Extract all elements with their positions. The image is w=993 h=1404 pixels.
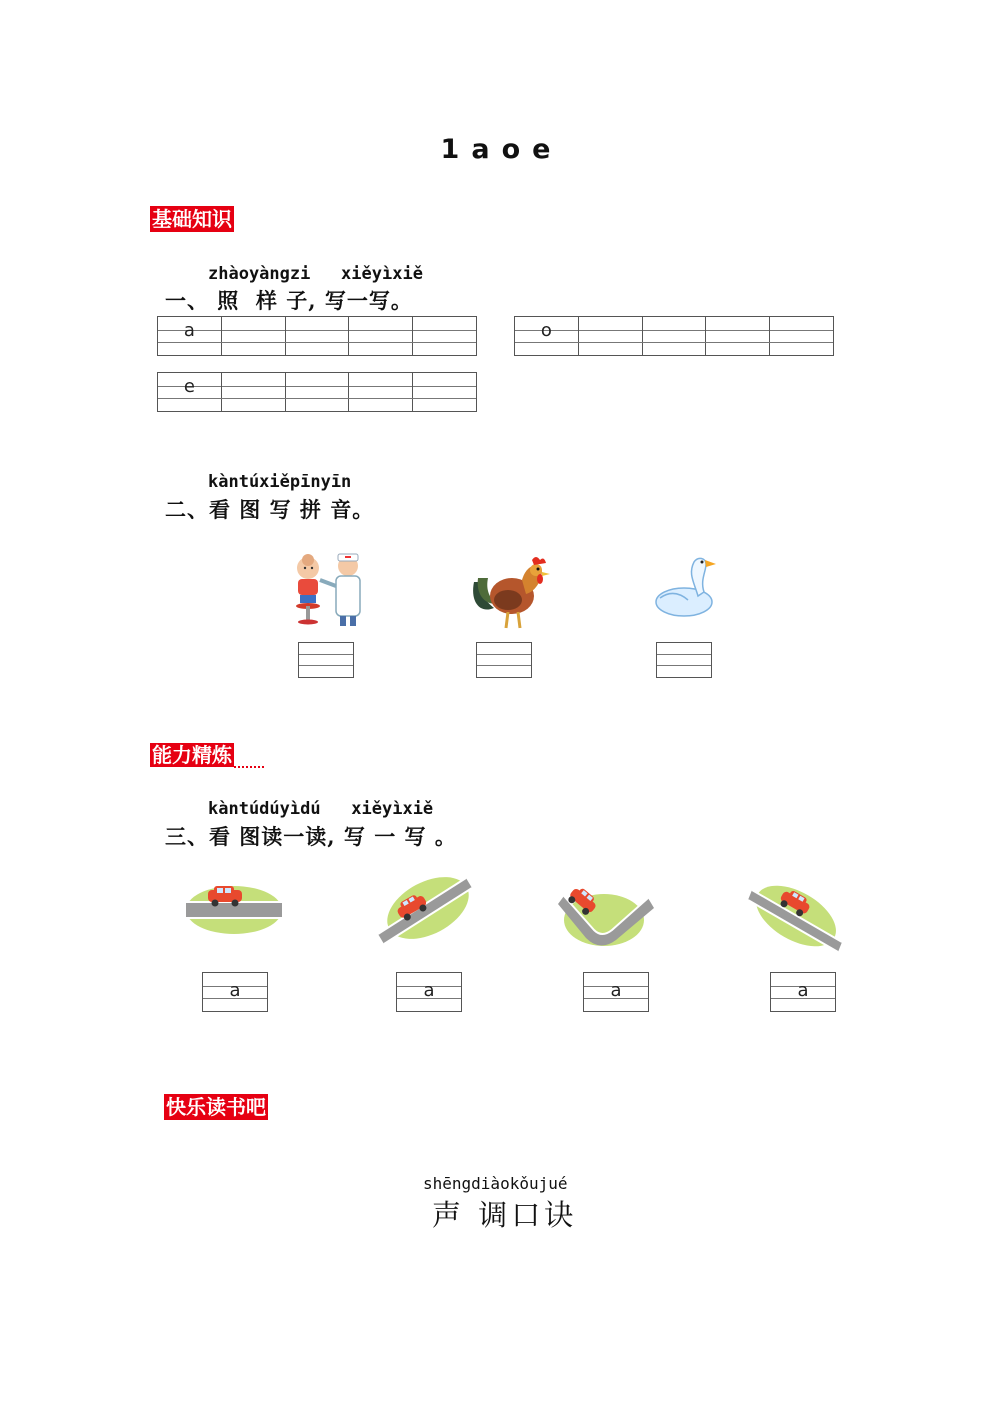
car-down-slope bbox=[748, 880, 844, 952]
writing-grid-a[interactable] bbox=[157, 316, 477, 356]
rooster-picture bbox=[470, 552, 552, 630]
writing-grid-e[interactable] bbox=[157, 372, 477, 412]
section-tag-basic: 基础知识 bbox=[152, 207, 232, 231]
goose-picture bbox=[654, 552, 720, 620]
doctor-patient-picture bbox=[290, 552, 370, 632]
car-valley-road bbox=[558, 880, 658, 950]
q1-question: 一、 照 样 子, 写一写。 bbox=[165, 288, 413, 313]
sample-letter: o bbox=[540, 320, 552, 341]
answer-box-falling[interactable] bbox=[770, 972, 836, 1012]
answer-box-dip[interactable] bbox=[583, 972, 649, 1012]
answer-box-2[interactable] bbox=[476, 642, 532, 678]
q2-question: 二、看 图 写 拼 音。 bbox=[165, 497, 375, 522]
q2-pinyin: kàntúxiěpīnyīn bbox=[208, 472, 352, 492]
q3-pinyin: kàntúdúyìdú xiěyìxiě bbox=[208, 799, 434, 819]
reading-title: 声 调口诀 bbox=[432, 1198, 578, 1232]
answer-box-flat[interactable] bbox=[202, 972, 268, 1012]
answer-letter: a bbox=[423, 980, 435, 1001]
sample-letter: a bbox=[183, 320, 195, 341]
writing-grid-o[interactable] bbox=[514, 316, 834, 356]
car-up-slope bbox=[376, 874, 476, 946]
reading-pinyin: shēngdiàokǒujué bbox=[423, 1174, 568, 1193]
answer-box-3[interactable] bbox=[656, 642, 712, 678]
sample-letter: e bbox=[183, 376, 195, 397]
q3-question: 三、看 图读一读, 写 一 写 。 bbox=[165, 824, 457, 849]
answer-letter: a bbox=[610, 980, 622, 1001]
section-tag-ability: 能力精炼 bbox=[150, 742, 264, 768]
page-title: 1 a o e bbox=[440, 134, 553, 165]
answer-letter: a bbox=[229, 980, 241, 1001]
answer-box-rising[interactable] bbox=[396, 972, 462, 1012]
answer-letter: a bbox=[797, 980, 809, 1001]
section-tag-reading: 快乐读书吧 bbox=[166, 1095, 266, 1119]
car-flat-road bbox=[180, 878, 286, 938]
answer-box-1[interactable] bbox=[298, 642, 354, 678]
q1-pinyin: zhàoyàngzi xiěyìxiě bbox=[208, 264, 423, 284]
